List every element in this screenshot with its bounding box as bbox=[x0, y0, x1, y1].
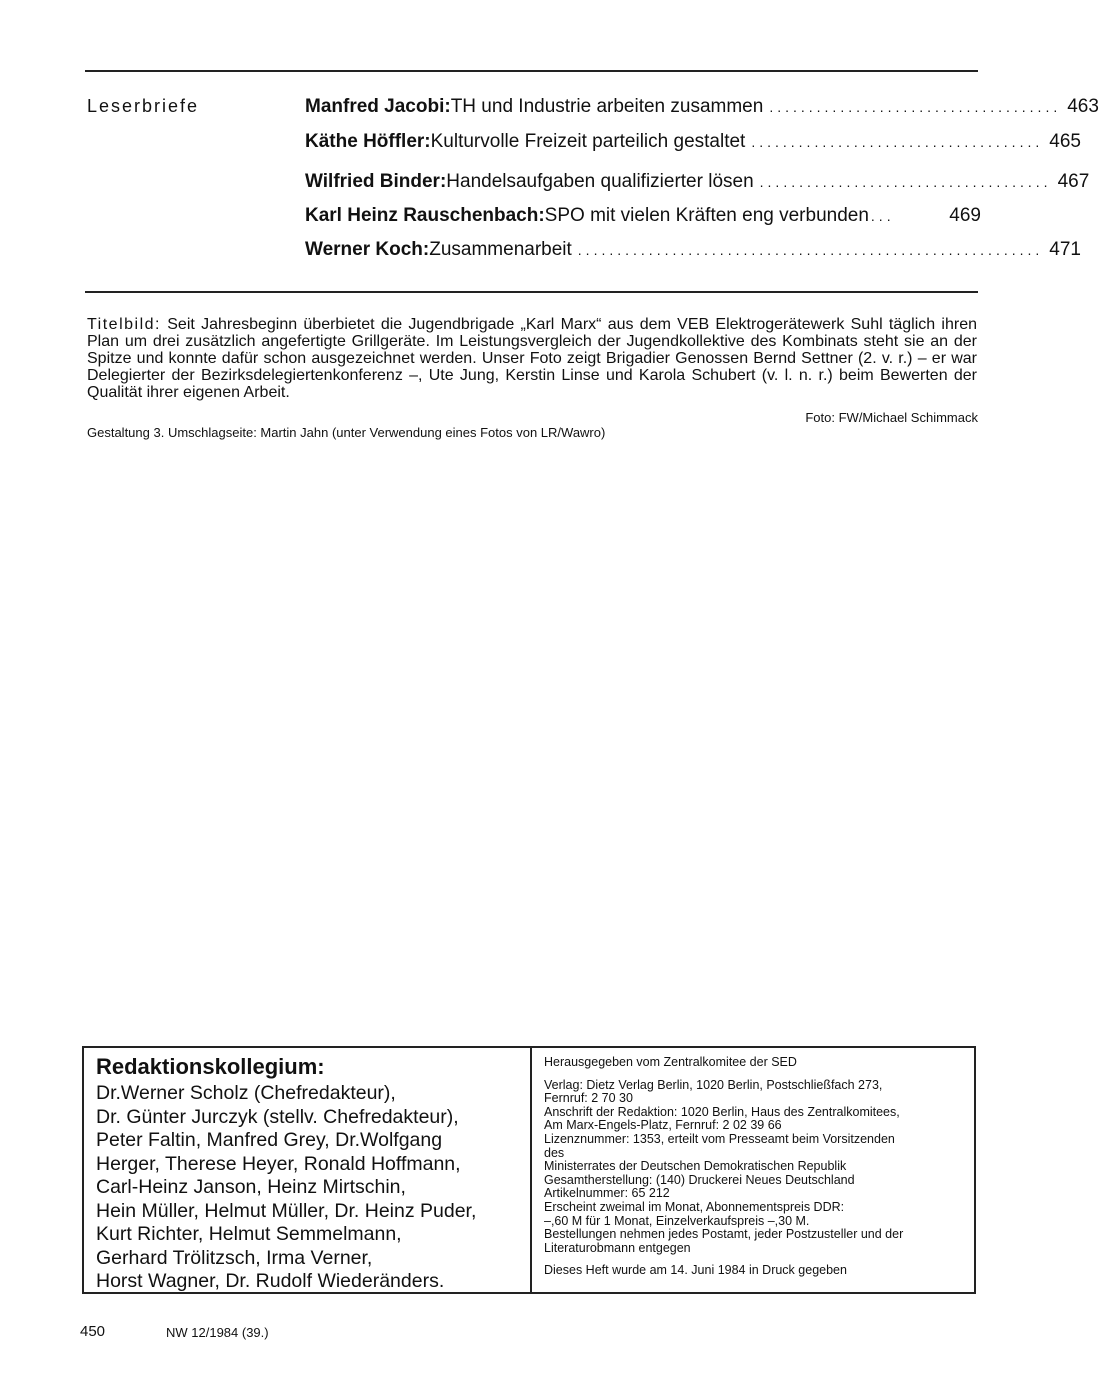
editorial-line: Hein Müller, Helmut Müller, Dr. Heinz Puder, bbox=[96, 1199, 477, 1222]
toc-entry bbox=[305, 131, 1081, 157]
toc-title: Kulturvolle Freizeit parteilich gestaltet bbox=[430, 131, 746, 152]
toc-author: Manfred Jacobi: bbox=[305, 96, 451, 117]
issue-label: NW 12/1984 (39.) bbox=[166, 1325, 269, 1340]
section-label: Leserbriefe bbox=[87, 96, 200, 116]
toc-entry bbox=[305, 239, 1081, 265]
toc-title: SPO mit vielen Kräften eng verbunden bbox=[544, 205, 869, 226]
imprint-line: Fernruf: 2 70 30 bbox=[544, 1091, 633, 1106]
editorial-line: Carl-Heinz Janson, Heinz Mirtschin, bbox=[96, 1176, 406, 1198]
toc-author: Käthe Höffler: bbox=[305, 131, 431, 152]
toc-author: Karl Heinz Rauschenbach: bbox=[305, 205, 545, 226]
middle-rule bbox=[85, 291, 978, 293]
imprint-line: Literaturobmann entgegen bbox=[544, 1240, 691, 1255]
top-rule bbox=[85, 70, 978, 72]
cover-caption-lead: Titelbild: bbox=[87, 316, 161, 333]
imprint-print-date: Dieses Heft wurde am 14. Juni 1984 in Druck gegeben bbox=[544, 1263, 847, 1278]
cover-caption bbox=[87, 316, 977, 401]
imprint-line: –,60 M für 1 Monat, Einzelverkaufspreis –,30 M. bbox=[544, 1213, 810, 1228]
imprint-line: Gesamtherstellung: (140) Druckerei Neues Deutschland bbox=[544, 1172, 855, 1187]
toc-entry bbox=[305, 205, 981, 231]
imprint-line: Am Marx-Engels-Platz, Fernruf: 2 02 39 66 bbox=[544, 1118, 782, 1133]
cover-caption-text: Seit Jahresbeginn überbietet die Jugendbrigade „Karl Marx“ aus dem VEB Elektrogerätewerk Suhl täglich ihren Plan um drei zusätzlich angefertigte Grillgeräte. Im Leistungsvergleich der Jugendkollektive des Kombinats steht sie an der Spitze und konnte dafür schon ausgezeichnet werden. Unser Foto zeigt Brigadier Genossen Bernd Settner (2. v. r.) – er war Delegierter der Bezirksdelegiertenkonferenz –, Ute Jung, Kerstin Linse und Karola Schubert (v. l. n. r.) beim Bewerten der Qualität ihrer eigenen Arbeit. bbox=[87, 316, 977, 401]
editorial-line: Horst Wagner, Dr. Rudolf Wiederänders. bbox=[96, 1270, 445, 1292]
toc-page: 465 bbox=[1049, 131, 1081, 152]
toc-leader: ..................................... bbox=[751, 134, 1044, 150]
toc-leader: ........................................................... bbox=[577, 242, 1044, 258]
imprint-line: Erscheint zweimal im Monat, Abonnementspreis DDR: bbox=[544, 1199, 845, 1214]
toc-leader: ..................................... bbox=[759, 174, 1052, 190]
toc-author: Werner Koch: bbox=[305, 239, 430, 260]
toc-page: 463 bbox=[1067, 96, 1099, 117]
editorial-line: Herger, Therese Heyer, Ronald Hoffmann, bbox=[96, 1152, 461, 1175]
box-divider bbox=[530, 1048, 532, 1292]
imprint-line: Lizenznummer: 1353, erteilt vom Presseamt beim Vorsitzenden bbox=[544, 1131, 895, 1146]
editorial-heading: Redaktionskollegium: bbox=[96, 1054, 325, 1079]
toc-title: TH und Industrie arbeiten zusammen bbox=[450, 96, 764, 117]
imprint-line: Ministerrates der Deutschen Demokratischen Republik bbox=[544, 1159, 847, 1174]
page-number: 450 bbox=[80, 1323, 106, 1340]
editorial-line: Dr. Günter Jurczyk (stellv. Chefredakteur), bbox=[96, 1105, 459, 1128]
toc-leader: ..................................... bbox=[769, 99, 1062, 115]
editorial-board bbox=[96, 1054, 526, 1294]
toc-title: Zusammenarbeit bbox=[429, 239, 572, 260]
design-credit: Gestaltung 3. Umschlagseite: Martin Jahn (unter Verwendung eines Fotos von LR/Wawro) bbox=[87, 425, 606, 440]
toc-page: 467 bbox=[1057, 171, 1090, 192]
toc-entry bbox=[305, 171, 1090, 197]
toc-page: 471 bbox=[1049, 239, 1081, 260]
toc-page: 469 bbox=[949, 205, 981, 226]
toc-author: Wilfried Binder: bbox=[305, 171, 447, 192]
toc-title: Handelsaufgaben qualifizierter lösen bbox=[446, 171, 754, 192]
editorial-line: Peter Faltin, Manfred Grey, Dr.Wolfgang bbox=[96, 1129, 443, 1151]
editorial-line: Kurt Richter, Helmut Semmelmann, bbox=[96, 1223, 402, 1245]
imprint bbox=[544, 1056, 969, 1278]
toc-leader: ... bbox=[870, 208, 895, 224]
photo-credit: Foto: FW/Michael Schimmack bbox=[805, 410, 978, 425]
imprint-publisher: Herausgegeben vom Zentralkomitee der SED bbox=[544, 1055, 797, 1069]
imprint-line: des bbox=[544, 1145, 565, 1160]
editorial-line: Dr.Werner Scholz (Chefredakteur), bbox=[96, 1082, 396, 1104]
masthead-box bbox=[82, 1046, 976, 1294]
imprint-line: Bestellungen nehmen jedes Postamt, jeder Postzusteller und der bbox=[544, 1227, 904, 1242]
imprint-line: Anschrift der Redaktion: 1020 Berlin, Haus des Zentralkomitees, bbox=[544, 1104, 900, 1119]
editorial-line: Gerhard Trölitzsch, Irma Verner, bbox=[96, 1246, 373, 1269]
imprint-line: Verlag: Dietz Verlag Berlin, 1020 Berlin, Postschließfach 273, bbox=[544, 1077, 883, 1092]
toc-entry bbox=[305, 96, 1099, 122]
imprint-line: Artikelnummer: 65 212 bbox=[544, 1186, 670, 1201]
